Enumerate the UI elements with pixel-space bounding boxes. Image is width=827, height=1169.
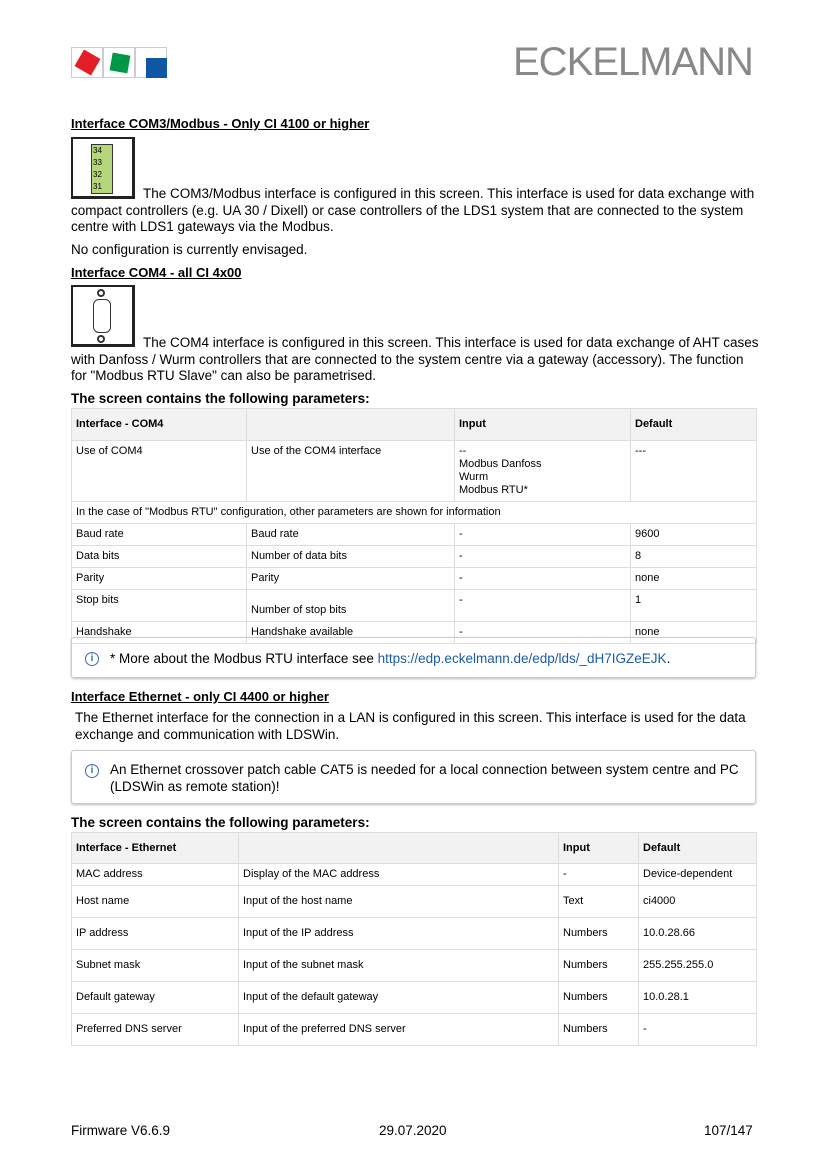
cell: - — [639, 1014, 757, 1046]
terminal-label: 34 — [93, 146, 102, 155]
cell: Input of the preferred DNS server — [239, 1014, 559, 1046]
cell: Input of the default gateway — [239, 982, 559, 1014]
cell: Parity — [72, 568, 247, 590]
terminal-label: 31 — [93, 182, 102, 191]
cell: IP address — [72, 918, 239, 950]
table-row — [72, 864, 757, 886]
option: Modbus RTU* — [459, 484, 528, 496]
footer-firmware: Firmware V6.6.9 — [71, 1123, 171, 1138]
table-row — [72, 524, 757, 546]
cell: - — [455, 590, 631, 622]
info-icon: i — [85, 764, 99, 778]
cell: Preferred DNS server — [72, 1014, 239, 1046]
column-header — [247, 409, 455, 441]
column-header: Input — [559, 833, 639, 864]
table-row — [72, 886, 757, 918]
cell: Numbers — [559, 1014, 639, 1046]
table-row — [72, 502, 757, 524]
com3-note: No configuration is currently envisaged. — [71, 242, 308, 257]
footer-page: 107/147 — [704, 1123, 753, 1138]
cell: Stop bits — [72, 590, 247, 622]
cell: Use of COM4 — [72, 441, 247, 502]
cell: Handshake — [72, 622, 247, 644]
terminal-label: 33 — [93, 158, 102, 167]
cell: Input of the host name — [239, 886, 559, 918]
option: -- — [459, 445, 467, 457]
cell: Numbers — [559, 982, 639, 1014]
com4-heading: Interface COM4 - all CI 4x00 — [71, 265, 242, 280]
ethernet-text: The Ethernet interface for the connection in a LAN is configured in this screen. This interface is used for the data exchange and communication with LDSWin. — [75, 710, 746, 742]
cell: - — [455, 568, 631, 590]
cell: - — [455, 524, 631, 546]
ethernet-heading: Interface Ethernet - only CI 4400 or higher — [71, 689, 329, 704]
column-header: Interface - COM4 — [72, 409, 247, 441]
modbus-rtu-link[interactable]: https://edp.eckelmann.de/edp/lds/_dH7IGZeEJK — [377, 651, 667, 666]
table-row — [72, 1014, 757, 1046]
cell: Subnet mask — [72, 950, 239, 982]
table-row — [72, 546, 757, 568]
table-row — [72, 918, 757, 950]
modbus-info-box — [71, 637, 756, 678]
cell: Numbers — [559, 918, 639, 950]
cell: In the case of "Modbus RTU" configuration, other parameters are shown for information — [72, 502, 757, 524]
column-header: Default — [639, 833, 757, 864]
table-row — [72, 441, 757, 502]
cell: Display of the MAC address — [239, 864, 559, 886]
option: Modbus Danfoss — [459, 458, 542, 470]
com3-heading: Interface COM3/Modbus - Only CI 4100 or higher — [71, 116, 370, 131]
column-header: Default — [631, 409, 757, 441]
cell: Number of stop bits — [247, 590, 455, 622]
table-header — [72, 833, 757, 864]
cell: Default gateway — [72, 982, 239, 1014]
info-text-end: . — [666, 651, 671, 666]
option: Wurm — [459, 471, 489, 483]
info-text: * More about the Modbus RTU interface see — [110, 651, 378, 666]
column-header — [239, 833, 559, 864]
cell: - — [455, 546, 631, 568]
com3-text: The COM3/Modbus interface is configured in this screen. This interface is used for data exchange with compact controllers (e.g. UA 30 / Dixell) or case controllers of the LDS1 system that are connected to the system centre with LDS1 gateways via the Modbus. — [71, 186, 755, 234]
table-row — [72, 982, 757, 1014]
cell — [455, 441, 631, 502]
terminal-label: 32 — [93, 170, 102, 179]
table-header — [72, 409, 757, 441]
cell: 10.0.28.1 — [639, 982, 757, 1014]
cell: 255.255.255.0 — [639, 950, 757, 982]
cell: Number of data bits — [247, 546, 455, 568]
cell: Host name — [72, 886, 239, 918]
cell: Device-dependent — [639, 864, 757, 886]
cell: ci4000 — [639, 886, 757, 918]
cell: 8 — [631, 546, 757, 568]
cell: 1 — [631, 590, 757, 622]
ethernet-parameter-table — [71, 832, 757, 1046]
table-row — [72, 950, 757, 982]
table-row — [72, 568, 757, 590]
cell: Numbers — [559, 950, 639, 982]
ethernet-params-heading: The screen contains the following parameters: — [71, 815, 370, 830]
com4-parameter-table — [71, 408, 757, 644]
info-icon: i — [85, 652, 99, 666]
cell: --- — [631, 441, 757, 502]
cell: Input of the subnet mask — [239, 950, 559, 982]
cell: Handshake available — [247, 622, 455, 644]
cell: - — [559, 864, 639, 886]
cell: 10.0.28.66 — [639, 918, 757, 950]
table-row — [72, 590, 757, 622]
cell: Baud rate — [247, 524, 455, 546]
cell: Input of the IP address — [239, 918, 559, 950]
cell: MAC address — [72, 864, 239, 886]
com4-params-heading: The screen contains the following parameters: — [71, 391, 370, 406]
cell: - — [455, 622, 631, 644]
cell: 9600 — [631, 524, 757, 546]
cell: Use of the COM4 interface — [247, 441, 455, 502]
cell: none — [631, 622, 757, 644]
info-text: An Ethernet crossover patch cable CAT5 is needed for a local connection between system centre and PC (LDSWin as remote station)! — [110, 762, 739, 794]
brand-name: ECKELMANN — [513, 40, 753, 84]
cell: Data bits — [72, 546, 247, 568]
ethernet-info-box — [71, 750, 756, 804]
column-header: Input — [455, 409, 631, 441]
cell: Baud rate — [72, 524, 247, 546]
cell: Text — [559, 886, 639, 918]
column-header: Interface - Ethernet — [72, 833, 239, 864]
cell: Parity — [247, 568, 455, 590]
footer-date: 29.07.2020 — [379, 1123, 447, 1138]
cell: none — [631, 568, 757, 590]
com4-text: The COM4 interface is configured in this screen. This interface is used for data exchange of AHT cases with Danfoss / Wurm controllers that are connected to the system centre via a gateway (accessory). The function for "Modbus RTU Slave" can also be parametrised. — [71, 335, 759, 383]
